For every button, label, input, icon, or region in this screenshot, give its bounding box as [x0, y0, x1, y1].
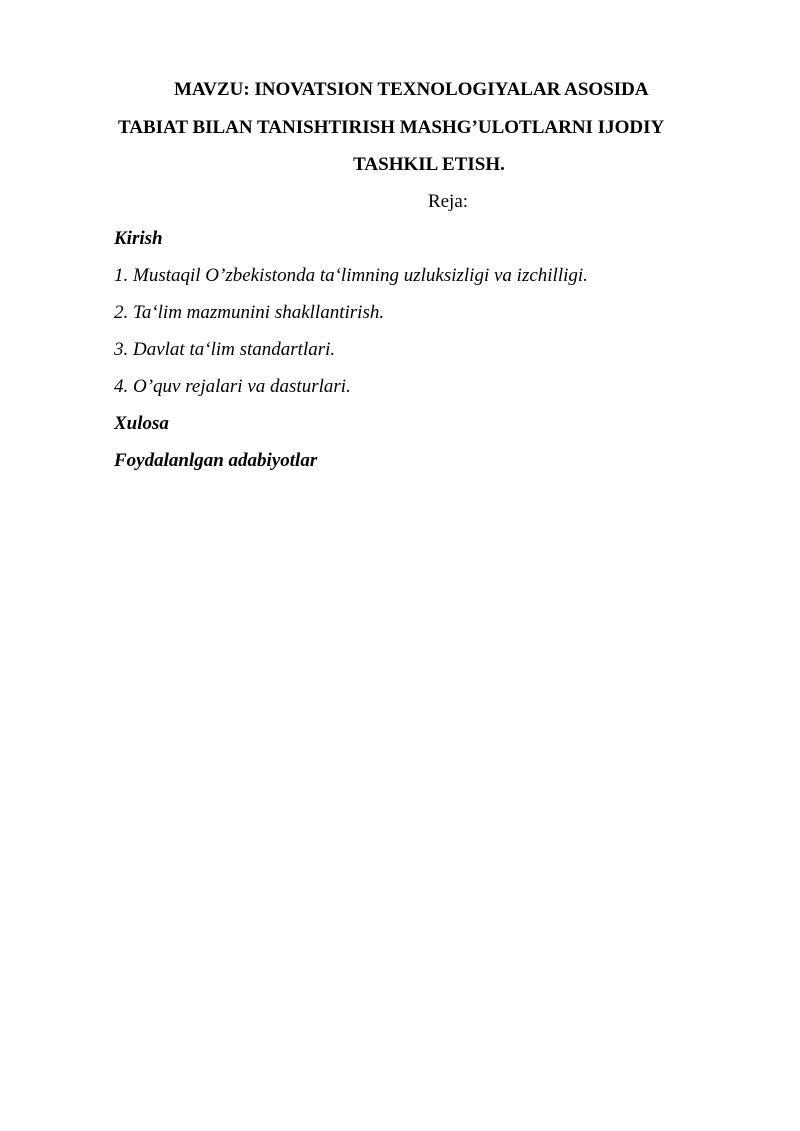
plan-item-3: 3. Davlat ta‘lim standartlari. [114, 339, 336, 360]
plan-item-1: 1. Mustaqil O’zbekistonda ta‘limning uzluksizligi va izchilligi. [114, 265, 588, 286]
plan-item-2: 2. Ta‘lim mazmunini shakllantirish. [114, 302, 385, 323]
plan-list [114, 220, 588, 479]
plan-heading: Reja: [427, 191, 469, 212]
title-line-1: MAVZU: INOVATSION TEXNOLOGIYALAR ASOSIDA [174, 79, 649, 100]
plan-item-4: 4. O’quv rejalari va dasturlari. [114, 376, 351, 397]
plan-item-conclusion: Xulosa [114, 413, 169, 434]
title-line-3: TASHKIL ETISH. [353, 154, 505, 175]
title-line-2: TABIAT BILAN TANISHTIRISH MASHG’ULOTLARNI IJODIY [118, 117, 665, 138]
plan-item-introduction: Kirish [114, 228, 163, 249]
plan-item-references: Foydalanlgan adabiyotlar [114, 450, 318, 471]
